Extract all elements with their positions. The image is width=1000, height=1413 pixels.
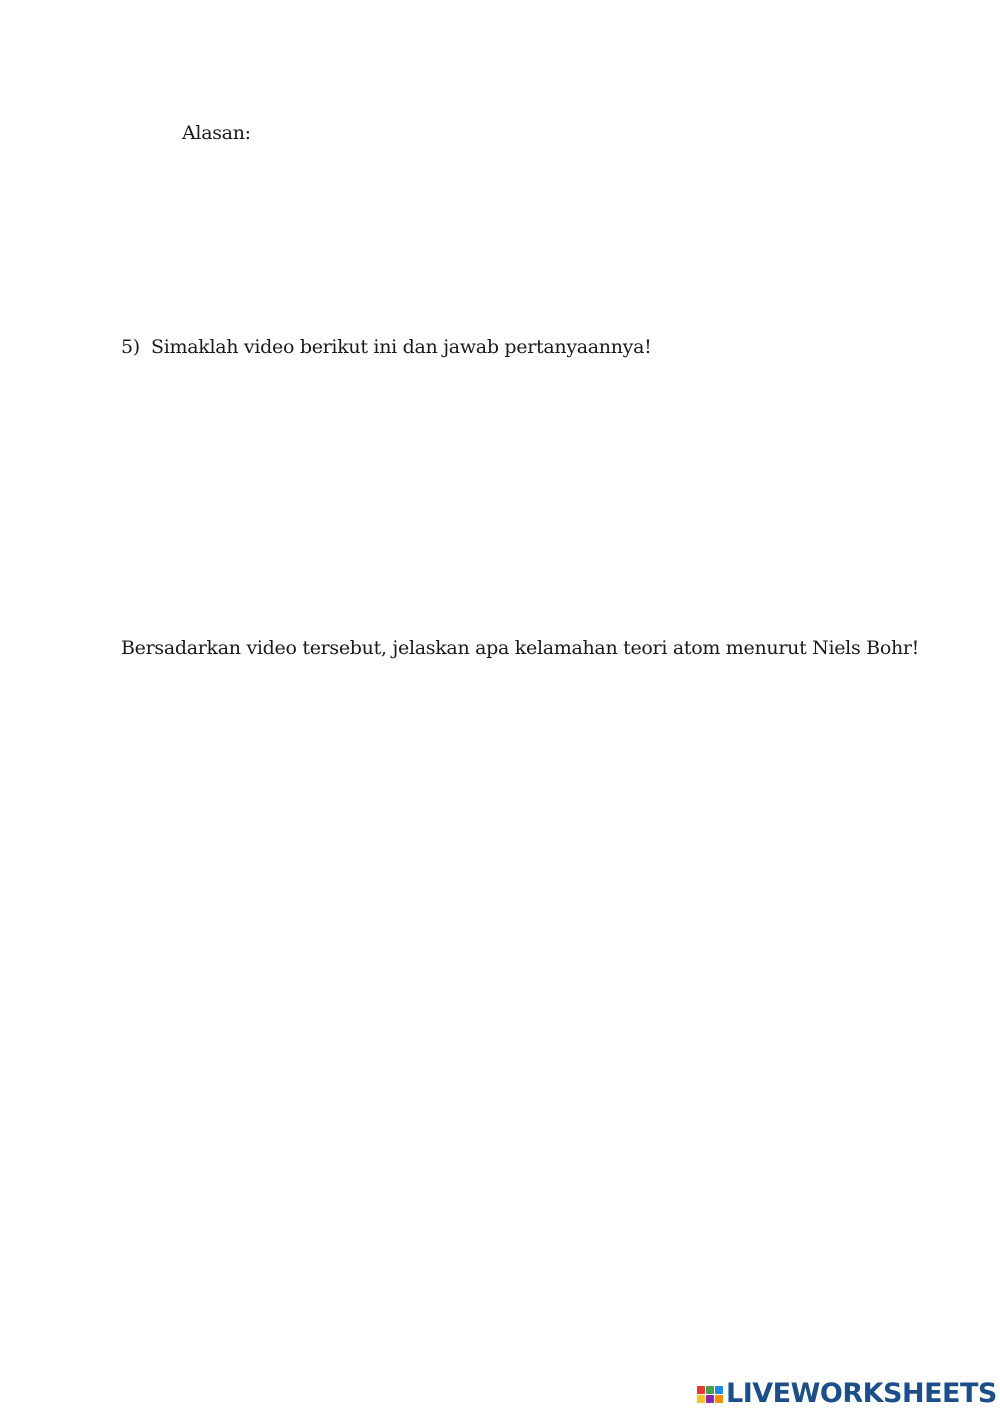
logo-text: LIVEWORKSHEETS (726, 1378, 997, 1409)
logo-block (697, 1395, 705, 1403)
logo-block (697, 1386, 705, 1394)
question-5 (121, 335, 651, 359)
logo-block (706, 1386, 714, 1394)
alasan-label: Alasan: (182, 122, 251, 144)
logo-block (715, 1395, 723, 1403)
question-instruction: Simaklah video berikut ini dan jawab pertanyaannya! (151, 336, 652, 358)
logo-block (706, 1395, 714, 1403)
question-number: 5) (121, 336, 140, 358)
logo-blocks-icon (697, 1386, 723, 1403)
liveworksheets-logo (697, 1379, 997, 1409)
logo-block (715, 1386, 723, 1394)
question-text: Bersadarkan video tersebut, jelaskan apa kelamahan teori atom menurut Niels Bohr! (121, 637, 920, 659)
